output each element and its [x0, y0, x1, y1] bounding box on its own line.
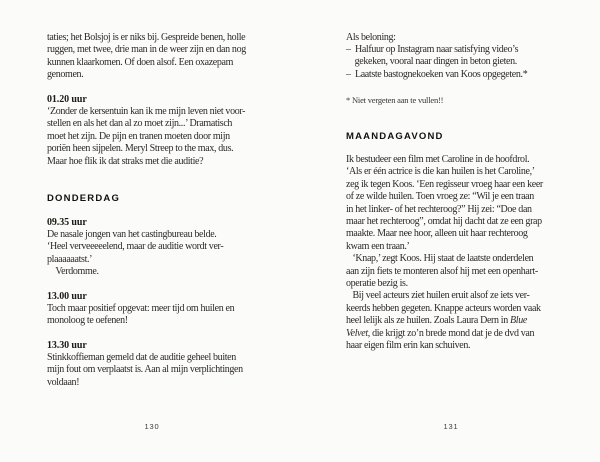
text-line: aan zijn fiets te monteren alsof hij met een openhart-: [346, 265, 538, 277]
text-line: ‘Als er één actrice is die kan huilen is het Caroline,’: [346, 166, 535, 178]
text-line: keerds hebben gegeten. Knappe acteurs worden vaak: [346, 302, 541, 314]
text-line: zeg ik tegen Koos. ‘Een regisseur vroeg haar een keer: [346, 178, 543, 190]
text-line: ‘Heel verveeeeelend, maar de auditie wordt ver-: [47, 241, 224, 253]
text-line: ‘Zonder de kersentuin kan ik me mijn leven niet voor-: [47, 106, 246, 117]
reward-list: [346, 44, 527, 81]
time-heading-1300: 13.00 uur: [47, 291, 87, 302]
text-line: Toch maar positief opgevat: meer tijd om huilen en: [47, 303, 235, 314]
diary-entry-0935: [47, 229, 223, 279]
text-line: kunnen klaarkomen. Of doen alsof. Een oxazepam: [47, 56, 234, 68]
italic-title-segment: Blue: [510, 315, 527, 327]
paragraph-continuation: [47, 32, 246, 82]
list-item-line: – Halfuur op Instagram naar satisfying video’s: [346, 44, 519, 55]
page-number-right: 131: [443, 422, 459, 431]
text-line: Ik bestudeer een film met Caroline in de hoofdrol.: [346, 154, 530, 165]
text-line: ‘Knap,’ zegt Koos. Hij staat de laatste onderdelen: [346, 253, 534, 265]
day-heading-maandagavond: MAANDAGAVOND: [346, 131, 444, 142]
text-line: plaaaaaatst.’: [47, 253, 93, 265]
day-heading-donderdag: DONDERDAG: [47, 193, 121, 204]
reward-intro: [346, 32, 396, 44]
time-heading-0935: 09.35 uur: [47, 217, 87, 228]
text-line: Bij veel acteurs ziet huilen eruit alsof ze iets ver-: [346, 290, 530, 302]
list-item-line: – Laatste bastognekoeken van Koos opgegeten.*: [346, 68, 528, 80]
text-line-with-italic: [346, 315, 543, 327]
diary-entry-1330: [47, 352, 243, 389]
page-number-left: 130: [144, 422, 160, 431]
text-segment: , die krijgt zo’n brede mond dat je de dvd van: [367, 327, 535, 339]
text-line: genomen.: [47, 69, 84, 81]
italic-title-segment: Velvet: [346, 327, 368, 339]
text-line: in het linker- of het rechteroog?” Hij zei: “Doe dan: [346, 203, 532, 215]
text-line: Stinkkoffieman gemeld dat de auditie geheel buiten: [47, 352, 236, 363]
diary-entry-1300: [47, 303, 234, 328]
text-line: operatie bezig is.: [346, 278, 408, 290]
footnote: [346, 94, 443, 106]
text-line: voldaan!: [47, 376, 80, 388]
text-line: stellen en als het dan al zo moet zijn...’ Dramatisch: [47, 118, 233, 130]
text-line: maar het rechteroog”, omdat hij dacht dat ze een grap: [346, 216, 542, 228]
diary-entry-maandagavond: [346, 154, 543, 353]
diary-entry-0120: [47, 106, 245, 168]
text-line: of ze wilde huilen. Toen vroeg ze: “Wil je een traan: [346, 191, 534, 203]
text-line: Als beloning:: [346, 32, 396, 43]
list-item-line: gekeken, vooral naar dingen in beton gieten.: [346, 56, 517, 68]
text-segment: heel lelijk als ze huilen. Zoals Laura Dern in: [346, 315, 511, 327]
text-line: mijn fout om verplaatst is. Aan al mijn verplichtingen: [47, 364, 243, 376]
text-line: taties; het Bolsjoj is er niks bij. Gespreide benen, holle: [47, 32, 246, 43]
text-line: Verdomme.: [47, 266, 99, 278]
text-line: Maar hoe flik ik dat straks met die auditie?: [47, 155, 204, 167]
text-line-with-italic: [346, 328, 543, 340]
text-line: De nasale jongen van het castingbureau belde.: [47, 229, 217, 240]
text-line: maakte. Maar nee hoor, alleen uit haar rechteroog: [346, 228, 528, 240]
left-page: [47, 0, 279, 462]
text-line: haar eigen film erin kan schuiven.: [346, 340, 471, 352]
text-line: kwam een traan.’: [346, 240, 410, 252]
footnote-line: * Niet vergeten aan te vullen!!: [346, 95, 444, 105]
right-page: [346, 0, 578, 462]
time-heading-1330: 13.30 uur: [47, 340, 87, 351]
text-line: moet het zijn. De pijn en tranen moeten door mijn: [47, 130, 230, 142]
text-line: monoloog te oefenen!: [47, 315, 128, 327]
time-heading-0120: 01.20 uur: [47, 94, 87, 105]
text-line: poriën heen sijpelen. Meryl Streep to the max, dus.: [47, 143, 234, 155]
text-line: ruggen, met twee, drie man in de weer zijn en dan nog: [47, 44, 246, 56]
